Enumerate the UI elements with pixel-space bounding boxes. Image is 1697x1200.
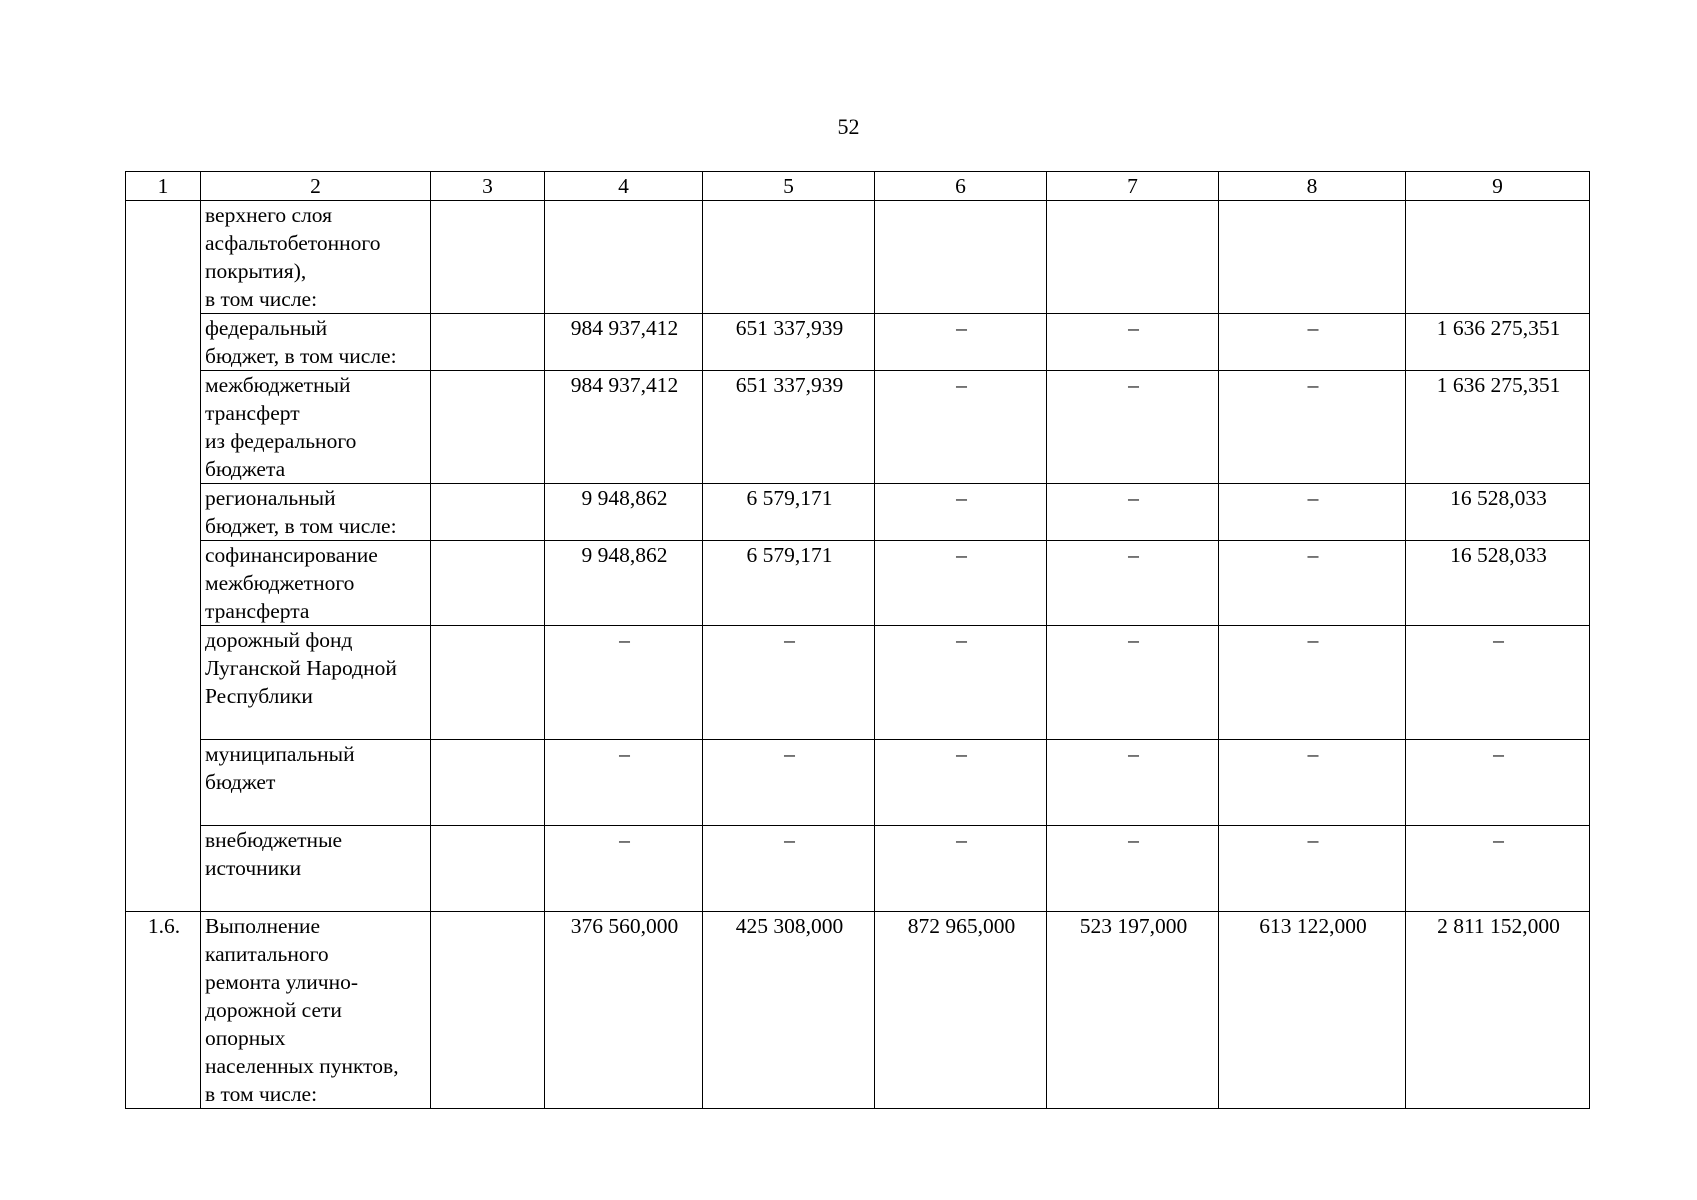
value-col-6: – xyxy=(875,484,1047,541)
page-number: 52 xyxy=(837,114,860,139)
value-col-8: – xyxy=(1219,314,1406,371)
value-col-4: – xyxy=(545,826,703,912)
value-col-6: – xyxy=(875,826,1047,912)
value-col-7: – xyxy=(1047,314,1219,371)
value-col-5: – xyxy=(703,826,875,912)
value-col-6: – xyxy=(875,371,1047,484)
column-header-4: 4 xyxy=(545,172,703,201)
column-header-6: 6 xyxy=(875,172,1047,201)
value-col-9: 16 528,033 xyxy=(1406,484,1590,541)
value-col-8: – xyxy=(1219,484,1406,541)
value-col-4: 9 948,862 xyxy=(545,541,703,626)
row-column-3 xyxy=(431,912,545,1109)
value-col-7 xyxy=(1047,201,1219,314)
value-col-4: 9 948,862 xyxy=(545,484,703,541)
value-col-9: – xyxy=(1406,826,1590,912)
row-description: межбюджетный трансферт из федерального бюджета xyxy=(201,371,431,484)
value-col-7: 523 197,000 xyxy=(1047,912,1219,1109)
value-col-4: 984 937,412 xyxy=(545,371,703,484)
column-header-2: 2 xyxy=(201,172,431,201)
column-header-3: 3 xyxy=(431,172,545,201)
table-row xyxy=(126,826,1590,912)
table-row xyxy=(126,740,1590,826)
column-header-5: 5 xyxy=(703,172,875,201)
row-column-3 xyxy=(431,371,545,484)
value-col-6: – xyxy=(875,626,1047,740)
value-col-8: 613 122,000 xyxy=(1219,912,1406,1109)
table-row xyxy=(126,314,1590,371)
value-col-5: 6 579,171 xyxy=(703,484,875,541)
table-row xyxy=(126,201,1590,314)
table-row xyxy=(126,484,1590,541)
row-column-3 xyxy=(431,484,545,541)
budget-table xyxy=(125,171,1590,1109)
value-col-9: – xyxy=(1406,626,1590,740)
table-row xyxy=(126,371,1590,484)
row-column-3 xyxy=(431,314,545,371)
column-header-9: 9 xyxy=(1406,172,1590,201)
value-col-7: – xyxy=(1047,626,1219,740)
value-col-5: 651 337,939 xyxy=(703,314,875,371)
value-col-8: – xyxy=(1219,826,1406,912)
row-column-3 xyxy=(431,626,545,740)
value-col-4: – xyxy=(545,626,703,740)
value-col-7: – xyxy=(1047,541,1219,626)
row-column-3 xyxy=(431,740,545,826)
value-col-7: – xyxy=(1047,371,1219,484)
value-col-6 xyxy=(875,201,1047,314)
value-col-5: – xyxy=(703,626,875,740)
value-col-9 xyxy=(1406,201,1590,314)
value-col-9: 16 528,033 xyxy=(1406,541,1590,626)
value-col-8: – xyxy=(1219,371,1406,484)
value-col-9: 1 636 275,351 xyxy=(1406,371,1590,484)
value-col-9: 1 636 275,351 xyxy=(1406,314,1590,371)
value-col-6: – xyxy=(875,314,1047,371)
table-row xyxy=(126,912,1590,1109)
row-description: Выполнение капитального ремонта улично- дорожной сети опорных населенных пунктов, в том числе: xyxy=(201,912,431,1109)
value-col-7: – xyxy=(1047,740,1219,826)
value-col-9: – xyxy=(1406,740,1590,826)
row-description: муниципальный бюджет xyxy=(201,740,431,826)
column-header-1: 1 xyxy=(126,172,201,201)
column-header-8: 8 xyxy=(1219,172,1406,201)
value-col-5: 425 308,000 xyxy=(703,912,875,1109)
table-row xyxy=(126,626,1590,740)
value-col-8 xyxy=(1219,201,1406,314)
value-col-5 xyxy=(703,201,875,314)
value-col-6: 872 965,000 xyxy=(875,912,1047,1109)
value-col-5: 651 337,939 xyxy=(703,371,875,484)
column-header-7: 7 xyxy=(1047,172,1219,201)
row-code: 1.6. xyxy=(126,912,201,1109)
row-description: софинансирование межбюджетного трансферта xyxy=(201,541,431,626)
row-column-3 xyxy=(431,826,545,912)
row-description: внебюджетные источники xyxy=(201,826,431,912)
row-description: верхнего слоя асфальтобетонного покрытия), в том числе: xyxy=(201,201,431,314)
value-col-4: 984 937,412 xyxy=(545,314,703,371)
value-col-8: – xyxy=(1219,740,1406,826)
value-col-8: – xyxy=(1219,626,1406,740)
row-column-3 xyxy=(431,201,545,314)
value-col-6: – xyxy=(875,740,1047,826)
row-description: региональный бюджет, в том числе: xyxy=(201,484,431,541)
row-description: федеральный бюджет, в том числе: xyxy=(201,314,431,371)
value-col-5: – xyxy=(703,740,875,826)
row-description: дорожный фонд Луганской Народной Республики xyxy=(201,626,431,740)
column-number-header-row xyxy=(126,172,1590,201)
value-col-7: – xyxy=(1047,826,1219,912)
row-code xyxy=(126,201,201,912)
value-col-4: 376 560,000 xyxy=(545,912,703,1109)
value-col-9: 2 811 152,000 xyxy=(1406,912,1590,1109)
table-row xyxy=(126,541,1590,626)
value-col-7: – xyxy=(1047,484,1219,541)
row-column-3 xyxy=(431,541,545,626)
value-col-6: – xyxy=(875,541,1047,626)
value-col-4 xyxy=(545,201,703,314)
value-col-8: – xyxy=(1219,541,1406,626)
value-col-5: 6 579,171 xyxy=(703,541,875,626)
value-col-4: – xyxy=(545,740,703,826)
